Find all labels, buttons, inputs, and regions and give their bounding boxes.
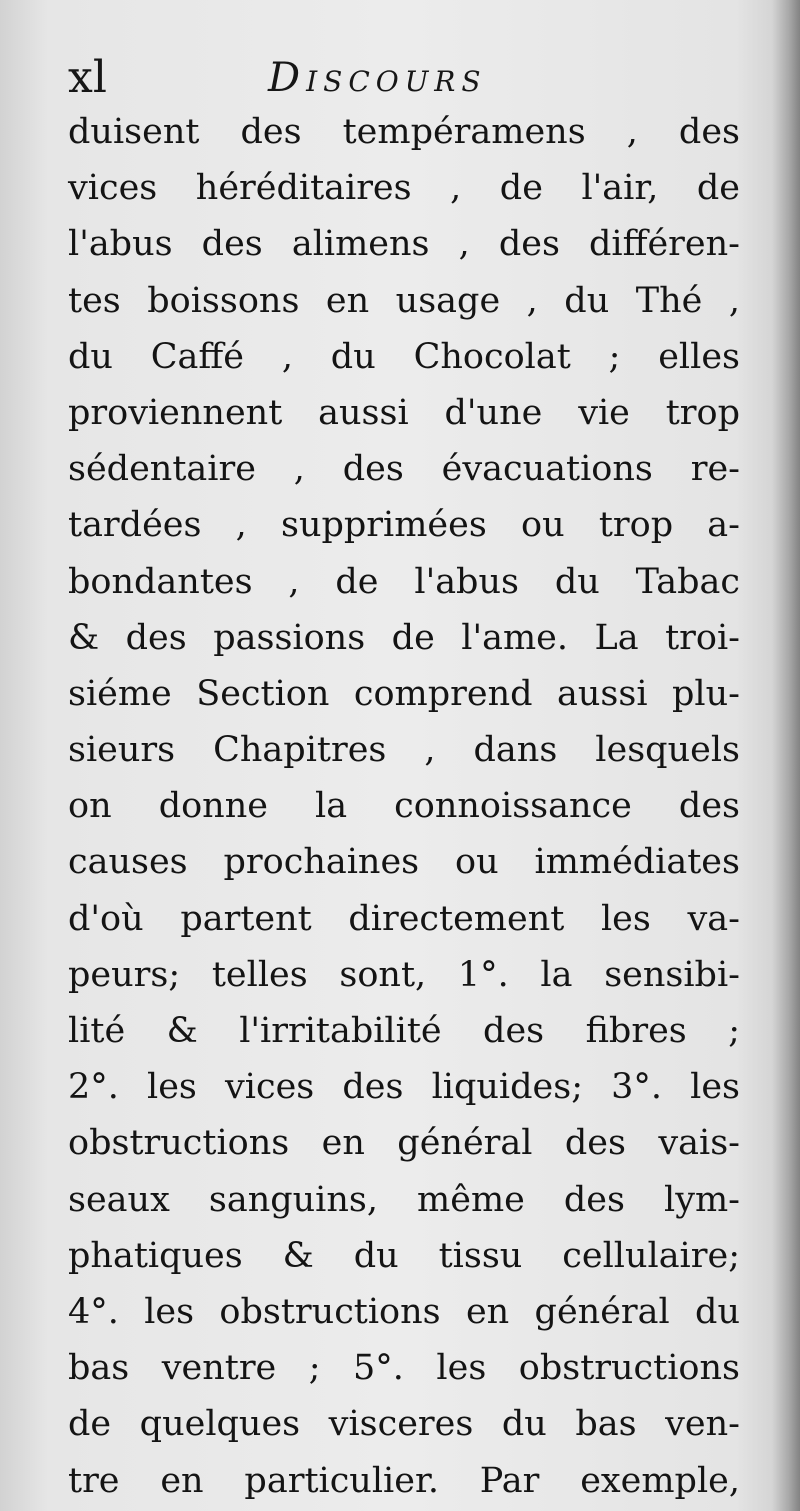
text-line: tardées , supprimées ou trop a-	[68, 505, 740, 546]
text-line: sédentaire , des évacuations re-	[68, 449, 740, 490]
text-line: on donne la connoissance des	[68, 786, 740, 827]
text-line: seaux sanguins, même des lym-	[68, 1179, 740, 1220]
text-line: l'abus des alimens , des différen-	[68, 224, 740, 265]
text-line: 4°. les obstructions en général du	[68, 1291, 740, 1332]
text-line: tes boissons en usage , du Thé ,	[68, 280, 740, 321]
text-line: peurs; telles sont, 1°. la sensibi-	[68, 954, 740, 995]
text-line: proviennent aussi d'une vie trop	[68, 392, 740, 433]
running-title: Discours	[268, 55, 487, 101]
text-line: lité & l'irritabilité des fibres ;	[68, 1011, 740, 1051]
text-line: & des passions de l'ame. La troi-	[68, 617, 740, 658]
text-line: siéme Section comprend aussi plu-	[68, 673, 740, 714]
page-edge-shadow	[772, 0, 800, 1511]
text-line: 2°. les vices des liquides; 3°. les	[68, 1067, 740, 1108]
text-line: sieurs Chapitres , dans lesquels	[68, 730, 740, 771]
text-line: causes prochaines ou immédiates	[68, 842, 740, 883]
text-line: duisent des tempéramens , des	[68, 112, 740, 152]
text-line: phatiques & du tissu cellulaire;	[68, 1235, 740, 1276]
text-line: obstructions en général des vais-	[68, 1123, 740, 1164]
text-line: du Caffé , du Chocolat ; elles	[68, 336, 740, 377]
text-line: tre en particulier. Par exemple,	[68, 1460, 740, 1501]
page-header	[68, 50, 728, 110]
text-line: de quelques visceres du bas ven-	[68, 1404, 740, 1445]
text-line: d'où partent directement les va-	[68, 898, 740, 939]
page-number: xl	[68, 52, 107, 103]
body-text	[68, 104, 740, 1509]
text-line: bondantes , de l'abus du Tabac	[68, 561, 740, 602]
text-line: bas ventre ; 5°. les obstructions	[68, 1348, 740, 1389]
text-line: vices héréditaires , de l'air, de	[68, 168, 740, 209]
